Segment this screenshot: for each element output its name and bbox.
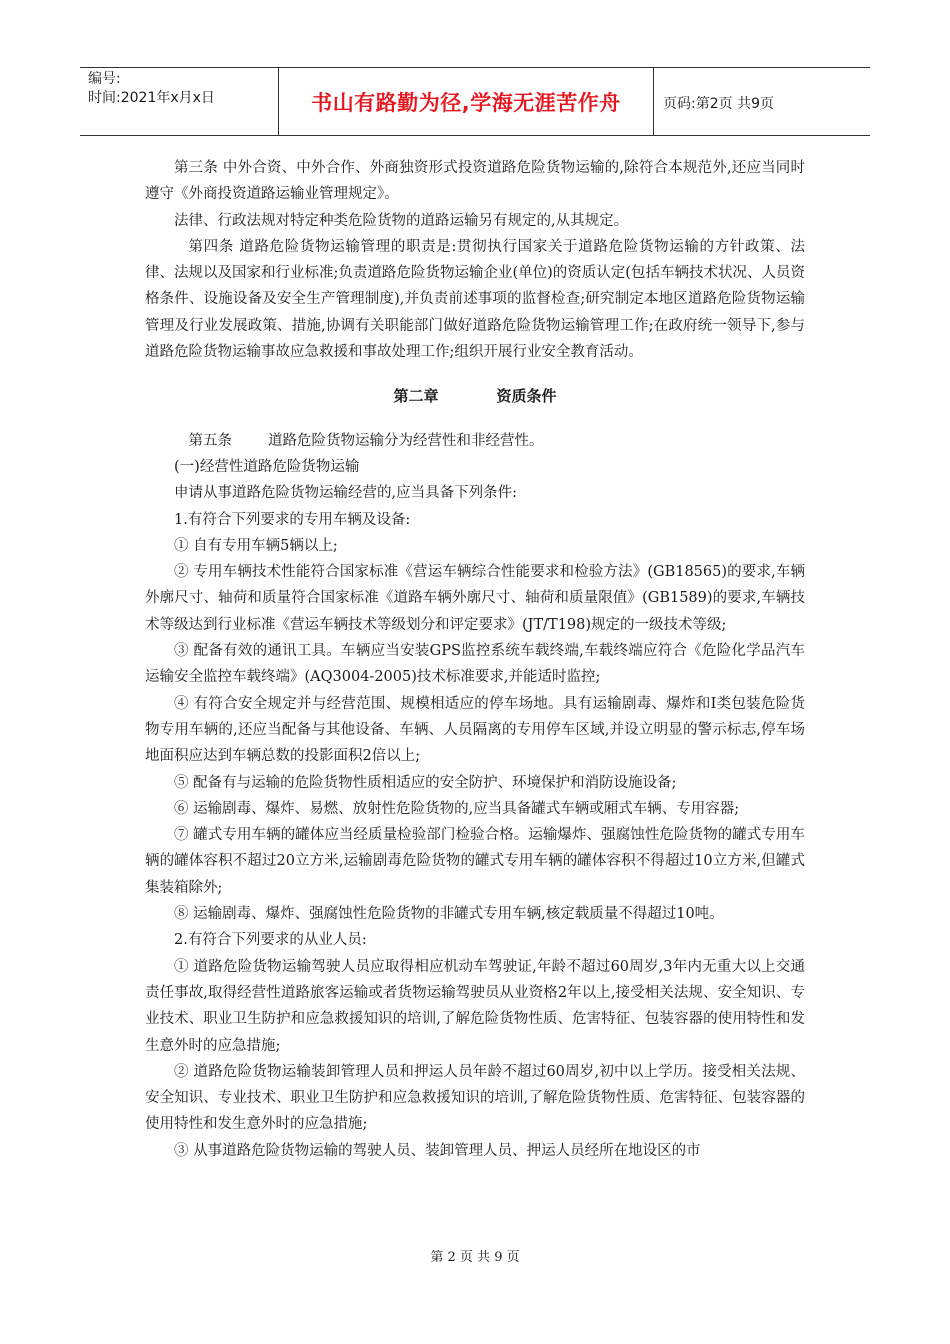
- article-text: 道路危险货物运输分为经营性和非经营性。: [268, 432, 544, 449]
- list-item: ⑥ 运输剧毒、爆炸、易燃、放射性危险货物的,应当具备罐式车辆或厢式车辆、专用容器;: [174, 800, 740, 817]
- list-item: ⑧ 运输剧毒、爆炸、强腐蚀性危险货物的非罐式专用车辆,核定载质量不得超过10吨。: [174, 906, 724, 923]
- list-item: ⑤ 配备有与运输的危险货物性质相适应的安全防护、环境保护和消防设施设备;: [174, 774, 677, 791]
- document-body: [145, 155, 805, 1164]
- list-item: ③ 从事道路危险货物运输的驾驶人员、装卸管理人员、押运人员经所在地设区的市: [174, 1142, 701, 1159]
- list-item: ④ 有符合安全规定并与经营范围、规模相适应的停车场地。具有运输剧毒、爆炸和Ⅰ类包装危险货物专用车辆的,还应当配备与其他设备、车辆、人员隔离的专用停车区域,并设立明显的警示标志,停车场地面积应达到车辆总数的投影面积2倍以上;: [145, 695, 805, 765]
- header-divider: [653, 67, 654, 135]
- chapter-heading: [145, 383, 805, 409]
- paragraph-article-3: 第三条 中外合资、中外合作、外商独资形式投资道路危险货物运输的,除符合本规范外,还应当同时遵守《外商投资道路运输业管理规定》。: [145, 160, 805, 203]
- header-divider: [278, 67, 279, 135]
- header-meta: [88, 70, 274, 108]
- list-item: ① 道路危险货物运输驾驶人员应取得相应机动车驾驶证,年龄不超过60周岁,3年内无重大以上交通责任事故,取得经营性道路旅客运输或者货物运输驾驶员从业资格2年以上,接受相关法规、安全知识、专业技术、职业卫生防护和应急救援知识的培训,了解危险货物性质、危害特征、包装容器的使用特性和发生意外时的应急措施;: [145, 958, 805, 1054]
- document-number-label: 编号:: [88, 71, 121, 87]
- section-heading: (一)经营性道路危险货物运输: [174, 458, 360, 475]
- list-item: ② 道路危险货物运输装卸管理人员和押运人员年龄不超过60周岁,初中以上学历。接受相关法规、安全知识、专业技术、职业卫生防护和应急救援知识的培训,了解危险货物性质、危害特征、包装容器的使用特性和发生意外时的应急措施;: [145, 1063, 805, 1133]
- list-heading: 2.有符合下列要求的从业人员:: [174, 932, 367, 949]
- header-page-info: 页码:第2页 共9页: [663, 96, 774, 112]
- list-item: ⑦ 罐式专用车辆的罐体应当经质量检验部门检验合格。运输爆炸、强腐蚀性危险货物的罐式专用车辆的罐体容积不超过20立方米,运输剧毒危险货物的罐式专用车辆的罐体容积不得超过10立方米,但罐式集装箱除外;: [145, 827, 805, 896]
- paragraph-article-4: 第四条 道路危险货物运输管理的职责是:贯彻执行国家关于道路危险货物运输的方针政策、法律、法规以及国家和行业标准;负责道路危险货物运输企业(单位)的资质认定(包括车辆技术状况、人员资格条件、设施设备及安全生产管理制度),并负责前述事项的监督检查;研究制定本地区道路危险货物运输管理及行业发展政策、措施,协调有关职能部门做好道路危险货物运输管理工作;在政府统一领导下,参与道路危险货物运输事故应急救援和事故处理工作;组织开展行业安全教育活动。: [145, 238, 805, 361]
- page-footer: 第 2 页 共 9 页: [430, 1250, 520, 1265]
- document-date: 时间:2021年x月x日: [88, 90, 215, 106]
- list-item: ③ 配备有效的通讯工具。车辆应当安装GPS监控系统车载终端,车载终端应符合《危险化学品汽车运输安全监控车载终端》(AQ3004-2005)技术标准要求,并能适时监控;: [145, 643, 805, 686]
- header-motto: 书山有路勤为径,学海无涯苦作舟: [311, 91, 621, 115]
- paragraph-article-5: [145, 428, 805, 454]
- paragraph: 法律、行政法规对特定种类危险货物的道路运输另有规定的,从其规定。: [174, 212, 629, 229]
- chapter-number: 第二章: [393, 387, 439, 406]
- header-top-rule: [80, 67, 870, 68]
- list-heading: 1.有符合下列要求的专用车辆及设备:: [174, 511, 411, 528]
- paragraph: 申请从事道路危险货物运输经营的,应当具备下列条件:: [174, 485, 517, 502]
- chapter-title: 资质条件: [496, 387, 557, 406]
- list-item: ② 专用车辆技术性能符合国家标准《营运车辆综合性能要求和检验方法》(GB18565)的要求,车辆外廓尺寸、轴荷和质量符合国家标准《道路车辆外廓尺寸、轴荷和质量限值》(GB1589)的要求,车辆技术等级达到行业标准《营运车辆技术等级划分和评定要求》(JT/T198)规定的一级技术等级;: [145, 564, 805, 633]
- header-bottom-rule: [80, 135, 870, 136]
- list-item: ① 自有专用车辆5辆以上;: [174, 537, 338, 554]
- article-label: 第五条: [188, 432, 232, 449]
